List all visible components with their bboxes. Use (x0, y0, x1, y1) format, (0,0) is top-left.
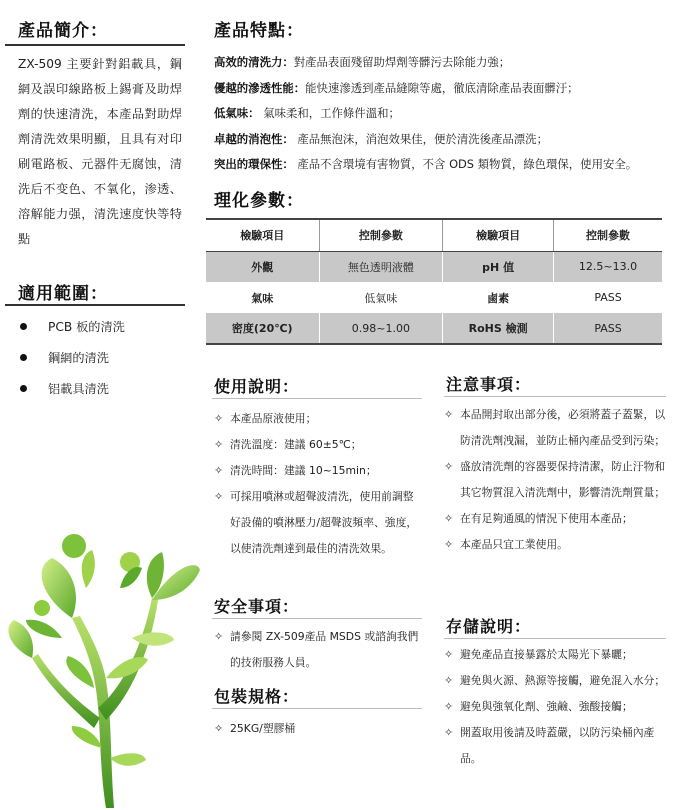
list-item (444, 694, 668, 720)
table-cell: 0.98~1.00 (319, 313, 443, 344)
list-item (214, 458, 419, 484)
params-table (206, 218, 662, 345)
table-row (206, 251, 662, 282)
safety-divider (212, 618, 422, 619)
feature-item (214, 154, 674, 180)
storage-divider (444, 638, 666, 639)
list-item (444, 532, 668, 558)
list-item (444, 454, 668, 506)
bullet-dot-icon (20, 323, 27, 330)
scope-item-label: 鋼網的清洗 (48, 351, 109, 365)
storage-title: 存儲說明： (446, 617, 532, 636)
scope-item (18, 378, 125, 409)
table-header-cell: 控制參數 (319, 219, 443, 251)
diamond-bullet-icon: ✧ (214, 630, 224, 643)
feature-text: 產品不含環境有害物質，不含 ODS 類物質，綠色環保，使用安全。 (293, 157, 638, 171)
diamond-bullet-icon: ✧ (214, 438, 224, 451)
list-item (214, 406, 419, 432)
table-header-cell: 檢驗項目 (206, 219, 319, 251)
feature-label: 卓越的消泡性： (214, 131, 294, 146)
list-item-text: 開蓋取用後請及時蓋嚴，以防污染桶內產品。 (460, 726, 655, 765)
list-item (444, 720, 668, 772)
feature-item (214, 103, 674, 129)
diamond-bullet-icon: ✧ (444, 648, 454, 661)
usage-title: 使用說明： (214, 377, 300, 396)
list-item-text: 本產品只宜工業使用。 (460, 538, 568, 551)
scope-item (18, 316, 125, 347)
table-cell: pH 值 (443, 251, 554, 282)
list-item-text: 本產品原液使用； (230, 412, 317, 425)
intro-text: ZX-509 主要針對鋁載具，鋼網及誤印線路板上錫膏及助焊劑的快速清洗，本產品對助焊劑清洗效果明顯，且具有对印刷電路板、元器件无腐蚀，清洗后不变色、不氧化，渗透、溶解能力强，清洗速度快等特點 (18, 57, 182, 246)
table-cell: 12.5~13.0 (554, 251, 662, 282)
feature-text: 對產品表面殘留助焊劑等髒污去除能力強； (293, 55, 511, 69)
diamond-bullet-icon: ✧ (444, 460, 454, 473)
bullet-dot-icon (20, 354, 27, 361)
table-cell: 密度(20℃) (206, 313, 319, 344)
diamond-bullet-icon: ✧ (214, 722, 224, 735)
table-header-cell: 檢驗項目 (443, 219, 554, 251)
notice-list (444, 402, 668, 558)
list-item-text: 盛放清洗劑的容器要保持清潔，防止汙物和其它物質混入清洗劑中，影響清洗劑質量； (460, 460, 666, 499)
table-header-cell: 控制參數 (554, 219, 662, 251)
bullet-dot-icon (20, 385, 27, 392)
scope-divider (5, 304, 185, 306)
feature-label: 高效的清洗力： (214, 55, 294, 69)
intro-title: 產品簡介： (18, 21, 108, 41)
notice-divider (444, 396, 666, 397)
left-column (0, 0, 190, 810)
list-item (214, 716, 419, 742)
list-item-text: 清洗時間：建議 10~15min； (230, 464, 377, 477)
safety-title: 安全事項： (214, 597, 300, 616)
feature-label: 優越的滲透性能： (214, 80, 306, 95)
features-list (214, 52, 674, 180)
scope-list (18, 316, 125, 409)
feature-item (214, 78, 674, 104)
list-item-text: 請參閱 ZX-509產品 MSDS 或諮詢我們的技術服務人員。 (230, 630, 419, 669)
table-row (206, 282, 662, 313)
table-cell: 氣味 (251, 291, 274, 305)
list-item-text: 避免產品直接暴露於太陽光下暴曬； (460, 648, 633, 661)
diamond-bullet-icon: ✧ (444, 700, 454, 713)
features-title: 產品特點： (214, 21, 304, 41)
feature-item (214, 52, 674, 78)
list-item (444, 402, 668, 454)
feature-item (214, 129, 674, 155)
table-cell: 無色透明液體 (319, 251, 443, 282)
list-item (444, 668, 668, 694)
diamond-bullet-icon: ✧ (214, 412, 224, 425)
table-row (206, 313, 662, 344)
list-item-text: 可採用噴淋或超聲波清洗，使用前調整好設備的噴淋壓力/超聲波頻率、強度，以使清洗劑達到最佳的清洗效果。 (230, 490, 418, 555)
list-item-text: 避免與火源、熱源等接觸，避免混入水分； (460, 674, 666, 687)
table-cell: RoHS 檢測 (443, 313, 554, 344)
packing-divider (212, 708, 422, 709)
packing-title: 包裝規格： (214, 687, 300, 706)
feature-text: 能快速滲透到產品縫隙等處，徹底清除產品表面髒汙； (305, 80, 579, 95)
list-item (444, 642, 668, 668)
eco-plant-icon (2, 488, 202, 810)
table-cell: PASS (554, 282, 662, 313)
feature-text: 氣味柔和，工作條件溫和； (259, 106, 400, 120)
feature-text: 產品無泡沫，消泡效果佳，便於清洗後產品漂洗； (293, 131, 548, 146)
packing-list (214, 716, 419, 742)
diamond-bullet-icon: ✧ (444, 674, 454, 687)
storage-list (444, 642, 668, 772)
list-item (214, 624, 419, 676)
list-item (444, 506, 668, 532)
scope-item-label: 铝載具清洗 (48, 382, 109, 396)
table-cell: 鹵素 (443, 282, 554, 313)
diamond-bullet-icon: ✧ (444, 538, 454, 551)
list-item (214, 432, 419, 458)
scope-item-label: PCB 板的清洗 (48, 320, 125, 334)
list-item (214, 484, 419, 562)
safety-list (214, 624, 419, 676)
params-title: 理化參數： (214, 191, 304, 211)
feature-label: 突出的環保性： (214, 157, 294, 171)
list-item-text: 在有足夠通風的情況下使用本產品； (460, 512, 633, 525)
diamond-bullet-icon: ✧ (444, 726, 454, 739)
list-item-text: 本品開封取出部分後，必須將蓋子蓋緊，以防清洗劑洩漏，並防止桶內產品受到污染； (460, 408, 666, 447)
table-cell: 低氣味 (319, 282, 443, 313)
notice-title: 注意事項： (446, 375, 532, 394)
scope-item (18, 347, 125, 378)
diamond-bullet-icon: ✧ (444, 512, 454, 525)
list-item-text: 清洗溫度：建議 60±5℃； (230, 438, 362, 451)
table-cell: PASS (554, 313, 662, 344)
diamond-bullet-icon: ✧ (214, 464, 224, 477)
diamond-bullet-icon: ✧ (444, 408, 454, 421)
list-item-text: 避免與強氧化劑、強鹼、強酸接觸； (460, 700, 633, 713)
table-header-row (206, 219, 662, 251)
feature-label: 低氣味： (214, 106, 260, 120)
usage-divider (212, 398, 422, 399)
scope-title: 適用範圍： (18, 284, 108, 304)
diamond-bullet-icon: ✧ (214, 490, 224, 503)
usage-list (214, 406, 419, 562)
list-item-text: 25KG/塑膠桶 (230, 722, 296, 735)
intro-divider (5, 44, 185, 46)
table-cell: 外觀 (206, 251, 319, 282)
